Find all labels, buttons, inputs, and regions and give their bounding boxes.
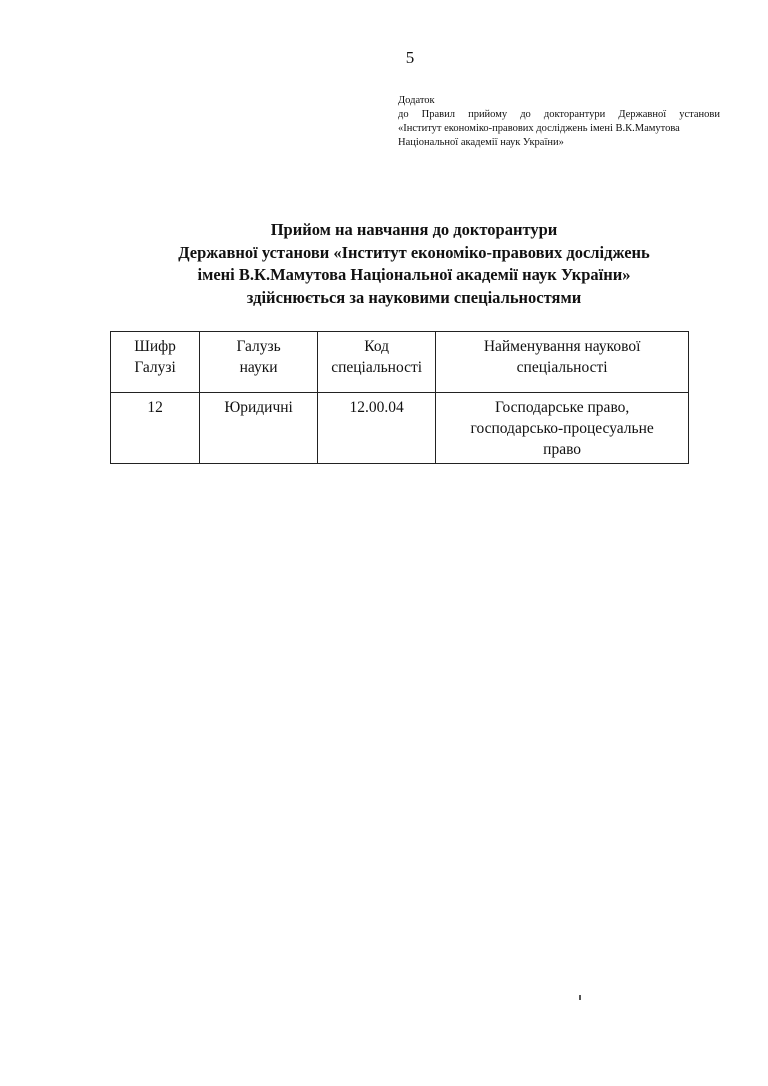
cell-text-line: Юридичні <box>224 399 293 416</box>
header-text-line: Шифр <box>134 338 176 355</box>
title-line: здійснюється за науковими спеціальностями <box>246 287 582 307</box>
appendix-line: «Інститут економіко-правових досліджень імені В.К.Мамутова <box>398 123 680 134</box>
title-line: Прийом на навчання до докторантури <box>270 220 558 239</box>
specialties-table <box>110 331 689 464</box>
appendix-line: до Правил прийому до докторантури Державної установи <box>398 109 720 120</box>
cell-text-line: 12.00.04 <box>349 399 404 416</box>
cell-specialty-name <box>436 393 689 464</box>
header-text-line: Галузь <box>236 338 281 355</box>
cell-field-code <box>111 393 200 464</box>
appendix-line: Національної академії наук України» <box>398 137 564 148</box>
cell-branch-of-science <box>200 393 318 464</box>
title-line: імені В.К.Мамутова Національної академії наук України» <box>197 265 631 284</box>
header-text-line: спеціальності <box>516 359 608 376</box>
header-branch-of-science <box>200 332 318 393</box>
document-title <box>60 219 768 309</box>
cell-text-line: Господарське право, <box>494 399 630 416</box>
appendix-line: Додаток <box>398 95 435 106</box>
table-row <box>111 393 689 464</box>
header-field-code <box>111 332 200 393</box>
table-header-row <box>111 332 689 393</box>
header-specialty-code <box>318 332 436 393</box>
cell-specialty-code <box>318 393 436 464</box>
header-text-line: Галузі <box>134 359 176 376</box>
cell-text-line: право <box>543 441 582 458</box>
header-text-line: Найменування наукової <box>483 338 641 355</box>
page-number: 5 <box>405 48 415 67</box>
header-text-line: Код <box>364 338 390 355</box>
header-specialty-name <box>436 332 689 393</box>
cell-text-line: господарсько-процесуальне <box>470 420 654 437</box>
cell-text-line: 12 <box>147 399 163 416</box>
appendix-note <box>398 94 720 150</box>
title-line: Державної установи «Інститут економіко-правових досліджень <box>178 242 650 262</box>
scan-artifact-mark <box>579 995 581 1000</box>
header-text-line: спеціальності <box>331 359 423 376</box>
header-text-line: науки <box>239 359 278 376</box>
